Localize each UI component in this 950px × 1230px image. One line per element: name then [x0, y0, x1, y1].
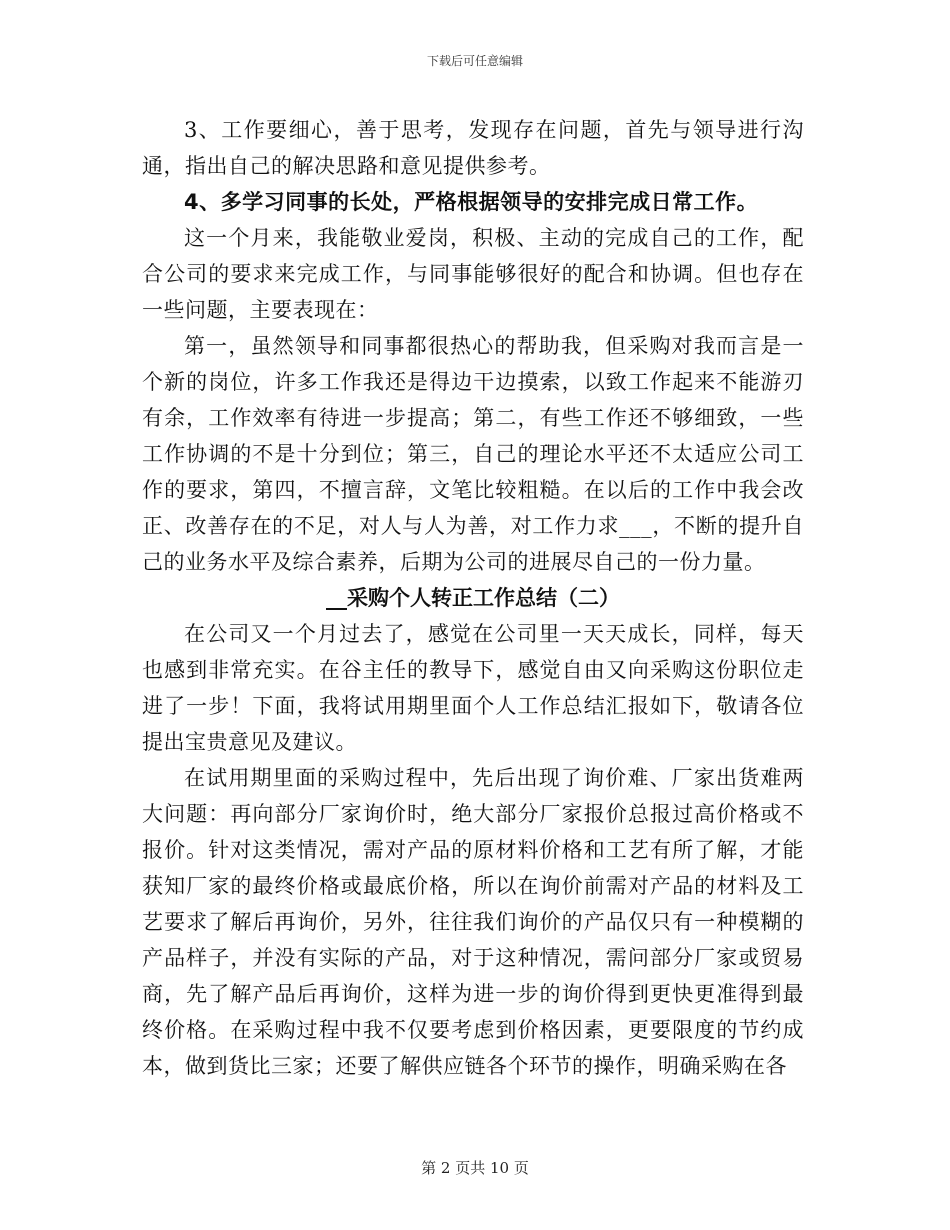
paragraph-3: 这一个月来，我能敬业爱岗，积极、主动的完成自己的工作，配合公司的要求来完成工作，与同事能够很好的配合和协调。但也存在一些问题，主要表现在： [142, 226, 804, 322]
paragraph-6: 在试用期里面的采购过程中，先后出现了询价难、厂家出货难两大问题：再向部分厂家询价时，绝大部分厂家报价总报过高价格或不报价。针对这类情况，需对产品的原材料价格和工艺有所了解，才能获知厂家的最终价格或最底价格，所以在询价前需对产品的材料及工艺要求了解后再询价，另外，往往我们询价的产品仅只有一种模糊的产品样子，并没有实际的产品，对于这种情况，需问部分厂家或贸易商，先了解产品后再询价，这样为进一步的询价得到更快更准得到最终价格。在采购过程中我不仅要考虑到价格因素，更要限度的节约成本，做到货比三家；还要了解供应链各个环节的操作，明确采购在各 [142, 766, 804, 1078]
paragraph-5: 在公司又一个月过去了，感觉在公司里一天天成长，同样，每天也感到非常充实。在谷主任的教导下，感觉自由又向采购这份职位走进了一步！下面，我将试用期里面个人工作总结汇报如下，敬请各位提出宝贵意见及建议。 [142, 622, 804, 754]
page-number-footer: 第 2 页共 10 页 [421, 1159, 529, 1177]
page-header-note: 下载后可任意编辑 [426, 54, 523, 68]
paragraph-4: 第一，虽然领导和同事都很热心的帮助我，但采购对我而言是一个新的岗位，许多工作我还是得边干边摸索，以致工作起来不能游刃有余，工作效率有待进一步提高；第二，有些工作还不够细致，一些工作协调的不是十分到位；第三，自己的理论水平还不太适应公司工作的要求，第四，不擅言辞，文笔比较粗糙。在以后的工作中我会改正、改善存在的不足，对人与人为善，对工作力求___，不断的提升自己的业务水平及综合素养，后期为公司的进展尽自己的一份力量。 [142, 334, 804, 574]
paragraph-1: 3、工作要细心，善于思考，发现存在问题，首先与领导进行沟通，指出自己的解决思路和意见提供参考。 [142, 118, 804, 178]
section-title: __采购个人转正工作总结（二） [326, 586, 620, 610]
paragraph-2-bold: 4、多学习同事的长处，严格根据领导的安排完成日常工作。 [184, 190, 759, 214]
document-body [142, 112, 804, 1084]
